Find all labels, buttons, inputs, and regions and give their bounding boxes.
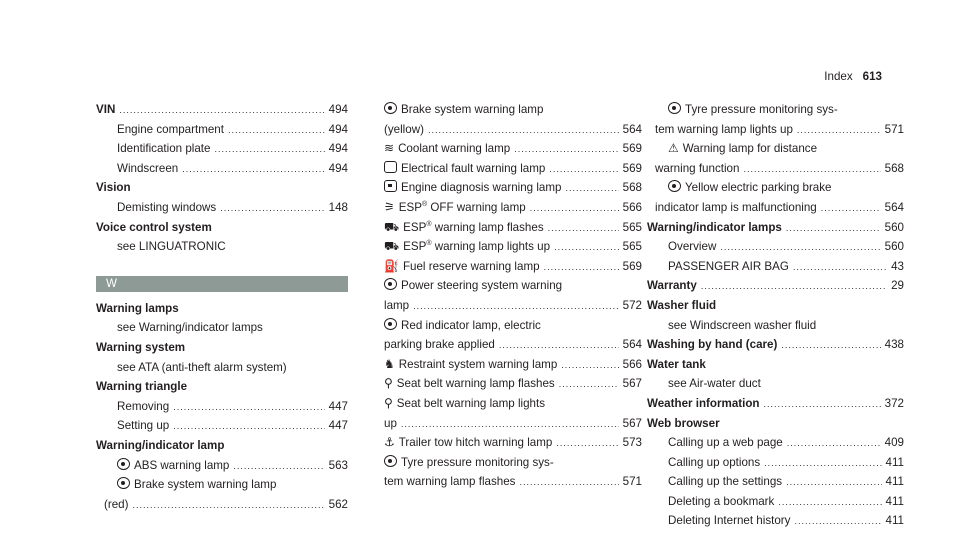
- entry-heading: VIN: [96, 103, 116, 116]
- index-subentry[interactable]: Electrical fault warning lamp ..... 569: [384, 159, 642, 179]
- index-subentry[interactable]: Deleting Internet history ..... 411: [647, 511, 904, 531]
- index-entry-washing[interactable]: Washing by hand (care) ..... 438: [647, 335, 904, 355]
- esp-icon: ⛟: [384, 239, 400, 254]
- index-subentry-continued[interactable]: (red) ..... 562: [96, 495, 348, 515]
- see-reference[interactable]: see LINGUATRONIC: [117, 240, 226, 254]
- letter-divider: W: [96, 276, 348, 292]
- esp-off-icon: ⚞: [384, 199, 395, 214]
- see-reference[interactable]: see Warning/indicator lamps: [117, 321, 263, 335]
- index-subentry[interactable]: ⚠ Warning lamp for distance: [668, 141, 818, 156]
- tyre-pressure-icon: [668, 102, 681, 114]
- index-subentry[interactable]: ⛟ ESP® warning lamp flashes ..... 565: [384, 218, 642, 238]
- index-subentry[interactable]: ⛽ Fuel reserve warning lamp ..... 569: [384, 257, 642, 277]
- index-subentry[interactable]: ≋ Coolant warning lamp ..... 569: [384, 139, 642, 159]
- index-entry-warranty[interactable]: Warranty ..... 29: [647, 276, 904, 296]
- index-subentry[interactable]: Setting up ..... 447: [96, 416, 348, 436]
- seat-belt-icon: ⚲: [384, 376, 393, 391]
- index-subentry[interactable]: PASSENGER AIR BAG ..... 43: [647, 257, 904, 277]
- fuel-pump-icon: ⛽: [384, 258, 399, 273]
- index-subentry[interactable]: Removing ..... 447: [96, 397, 348, 417]
- index-subentry[interactable]: Engine compartment ..... 494: [96, 120, 348, 140]
- index-subentry[interactable]: ⚲ Seat belt warning lamp flashes ..... 567: [384, 374, 642, 394]
- index-subentry-continued[interactable]: indicator lamp is malfunctioning ..... 564: [647, 198, 904, 218]
- index-entry-warning-triangle: Warning triangle: [96, 380, 188, 394]
- index-subentry[interactable]: Demisting windows ..... 148: [96, 198, 348, 218]
- index-subentry[interactable]: ABS warning lamp ..... 563: [96, 456, 348, 476]
- esp-icon: ⛟: [384, 219, 400, 234]
- index-entry-warning-lamps: Warning lamps: [96, 301, 179, 315]
- index-subentry[interactable]: ⚓ Trailer tow hitch warning lamp ..... 573: [384, 433, 642, 453]
- index-entry-water-tank: Water tank: [647, 357, 706, 371]
- trailer-hitch-icon: ⚓: [384, 435, 395, 450]
- index-subentry[interactable]: Deleting a bookmark ..... 411: [647, 492, 904, 512]
- page-header: [824, 70, 882, 83]
- index-subentry[interactable]: Power steering system warning: [384, 276, 642, 296]
- index-subentry[interactable]: Brake system warning lamp: [384, 100, 642, 120]
- index-entry-washer-fluid: Washer fluid: [647, 298, 717, 312]
- index-subentry[interactable]: ⛟ ESP® warning lamp lights up ..... 565: [384, 237, 642, 257]
- index-subentry[interactable]: Calling up a web page ..... 409: [647, 433, 904, 453]
- index-subentry[interactable]: Brake system warning lamp: [96, 475, 348, 495]
- index-entry-warning-system: Warning system: [96, 340, 186, 354]
- battery-icon: [384, 161, 397, 173]
- power-steering-icon: [384, 278, 397, 290]
- index-subentry[interactable]: Calling up the settings ..... 411: [647, 472, 904, 492]
- index-entry-vision: Vision: [96, 181, 131, 195]
- index-column-3: [647, 100, 904, 531]
- page-number: 613: [862, 70, 882, 83]
- index-column-1: [96, 100, 348, 514]
- parking-brake-icon: [384, 318, 397, 330]
- index-entry-warning-indicator-lamps[interactable]: Warning/indicator lamps ..... 560: [647, 218, 904, 238]
- airbag-icon: ♞: [384, 356, 395, 371]
- index-subentry[interactable]: Windscreen ..... 494: [96, 159, 348, 179]
- index-subentry-continued[interactable]: parking brake applied ..... 564: [384, 335, 642, 355]
- brake-system-icon: [384, 102, 397, 114]
- see-reference[interactable]: see Windscreen washer fluid: [668, 318, 817, 332]
- index-entry-voice-control: Voice control system: [96, 220, 212, 234]
- brake-system-icon: [117, 477, 130, 489]
- index-subentry[interactable]: Overview ..... 560: [647, 237, 904, 257]
- index-subentry[interactable]: ⚞ ESP® OFF warning lamp ..... 566: [384, 198, 642, 218]
- seat-belt-icon: ⚲: [384, 395, 393, 410]
- index-subentry-continued[interactable]: warning function ..... 568: [647, 159, 904, 179]
- index-subentry[interactable]: Yellow electric parking brake: [647, 178, 904, 198]
- see-reference[interactable]: see ATA (anti-theft alarm system): [117, 360, 287, 374]
- index-entry-vin[interactable]: [96, 100, 348, 120]
- tyre-pressure-icon: [384, 455, 397, 467]
- index-subentry-continued[interactable]: lamp ..... 572: [384, 296, 642, 316]
- section-title: Index: [824, 70, 853, 83]
- abs-icon: [117, 458, 130, 470]
- index-subentry-continued[interactable]: tem warning lamp lights up ..... 571: [647, 120, 904, 140]
- index-subentry[interactable]: ♞ Restraint system warning lamp ..... 566: [384, 355, 642, 375]
- page-ref: 494: [328, 103, 348, 116]
- index-subentry-continued[interactable]: tem warning lamp flashes ..... 571: [384, 472, 642, 492]
- index-subentry-continued[interactable]: (yellow) ..... 564: [384, 120, 642, 140]
- engine-check-icon: [384, 180, 397, 192]
- distance-warning-icon: ⚠: [668, 141, 679, 156]
- index-entry-web-browser: Web browser: [647, 416, 720, 430]
- index-subentry[interactable]: Red indicator lamp, electric: [384, 316, 642, 336]
- index-entry-weather[interactable]: Weather information ..... 372: [647, 394, 904, 414]
- see-reference[interactable]: see Air-water duct: [668, 377, 761, 391]
- index-subentry[interactable]: Calling up options ..... 411: [647, 453, 904, 473]
- index-subentry[interactable]: Tyre pressure monitoring sys-: [647, 100, 904, 120]
- index-subentry[interactable]: Engine diagnosis warning lamp ..... 568: [384, 178, 642, 198]
- index-subentry[interactable]: Tyre pressure monitoring sys-: [384, 453, 642, 473]
- index-subentry[interactable]: Identification plate ..... 494: [96, 139, 348, 159]
- parking-brake-icon: [668, 180, 681, 192]
- index-column-2: [384, 100, 642, 492]
- index-entry-warning-indicator-lamp: Warning/indicator lamp: [96, 438, 225, 452]
- index-subentry-continued[interactable]: up ..... 567: [384, 414, 642, 434]
- index-subentry[interactable]: ⚲ Seat belt warning lamp lights: [384, 395, 546, 410]
- coolant-temperature-icon: ≋: [384, 141, 395, 156]
